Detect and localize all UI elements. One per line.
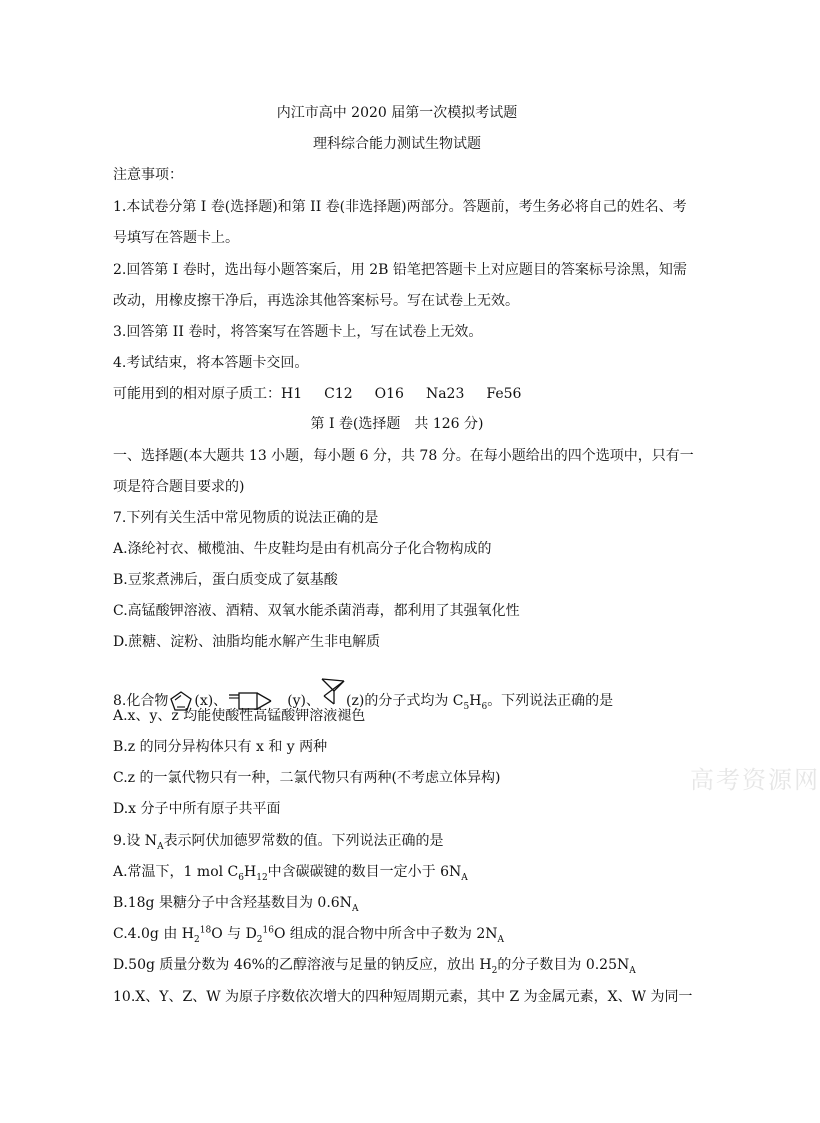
question-8-option-d: D.x 分子中所有原子共平面	[113, 801, 281, 817]
question-9-option-a: A.常温下，1 mol $C_6H_{12}$中含碳碳键的数目一定小于 $6N_A$	[113, 864, 468, 883]
notice-item-4: 4.考试结束，将本答题卡交回。	[113, 355, 309, 371]
question-9-stem: 9.设 $N_A$表示阿伏加德罗常数的值。下列说法正确的是	[113, 833, 444, 852]
atomic-masses	[113, 384, 543, 404]
section-1-intro-line-2: 项是符合题目要求的)	[113, 479, 245, 495]
notice-heading: 注意事项：	[113, 167, 183, 183]
tricyclic-structure-z	[320, 677, 346, 707]
notice-item-2-line-2: 改动，用橡皮擦干净后，再选涂其他答案标号。写在试卷上无效。	[113, 293, 519, 309]
question-7-option-b: B.豆浆煮沸后，蛋白质变成了氨基酸	[113, 572, 338, 588]
section-1-title: 第 I 卷(选择题 共 126 分)	[310, 416, 484, 432]
question-9-option-b: B.18g 果糖分子中含羟基数目为 $0.6N_A$	[113, 895, 359, 914]
question-8-option-c: C.z 的一氯代物只有一种，二氯代物只有两种(不考虑立体异构)	[113, 770, 501, 786]
question-7-option-c: C.高锰酸钾溶液、酒精、双氧水能杀菌消毒，都利用了其强氧化性	[113, 603, 520, 619]
notice-item-3: 3.回答第 II 卷时，将答案写在答题卡上，写在试卷上无效。	[113, 324, 483, 340]
question-7-option-a: A.涤纶衬衣、橄榄油、牛皮鞋均是由有机高分子化合物构成的	[113, 541, 492, 557]
notice-item-2-line-1: 2.回答第 I 卷时，选出每小题答案后，用 2B 铅笔把答题卡上对应题目的答案标号涂黑，知需	[113, 262, 687, 278]
atomic-mass-h: H1	[281, 386, 303, 402]
section-1-intro-line-1: 一、选择题(本大题共 13 小题，每小题 6 分，共 78 分。在每小题给出的四个选项中，只有一	[113, 448, 694, 464]
question-7-option-d: D.蔗糖、淀粉、油脂均能水解产生非电解质	[113, 634, 381, 650]
page-title: 内江市高中 2020 届第一次模拟考试题	[276, 105, 518, 121]
question-9-option-c: C.4.0g 由 $H_2^{18}O$ 与 $D_2^{16}O$ 组成的混合物中所含中子数为 $2N_A$	[113, 925, 505, 945]
notice-item-1-line-1: 1.本试卷分第 I 卷(选择题)和第 II 卷(非选择题)两部分。答题前，考生务必将自己的姓名、考	[113, 199, 687, 215]
atomic-mass-c: C12	[324, 386, 353, 402]
page-subtitle: 理科综合能力测试生物试题	[313, 136, 481, 152]
question-8-stem: 8.化合物 (x)、 (y)、 (z)的分子式均为 $C_5H_6$。下列说法正确的是	[113, 677, 613, 701]
atomic-mass-fe: Fe56	[486, 386, 522, 402]
atomic-mass-o: O16	[374, 386, 404, 402]
question-7-stem: 7.下列有关生活中常见物质的说法正确的是	[113, 510, 379, 526]
watermark: 高考资源网	[690, 766, 820, 794]
question-8-option-b: B.z 的同分异构体只有 x 和 y 两种	[113, 739, 328, 755]
question-10-stem-line-1: 10.X、Y、Z、W 为原子序数依次增大的四种短周期元素，其中 Z 为金属元素，X、W 为同一	[113, 989, 693, 1005]
question-8-option-a: A.x、y、z 均能使酸性高锰酸钾溶液褪色	[113, 708, 366, 724]
atomic-masses-label: 可能用到的相对原子质工：	[113, 386, 281, 402]
question-9-option-d: D.50g 质量分数为 46%的乙醇溶液与足量的钠反应，放出 $H_2$的分子数目为 $0.25N_A$	[113, 957, 636, 976]
atomic-mass-na: Na23	[425, 386, 465, 402]
notice-item-1-line-2: 号填写在答题卡上。	[113, 230, 239, 246]
